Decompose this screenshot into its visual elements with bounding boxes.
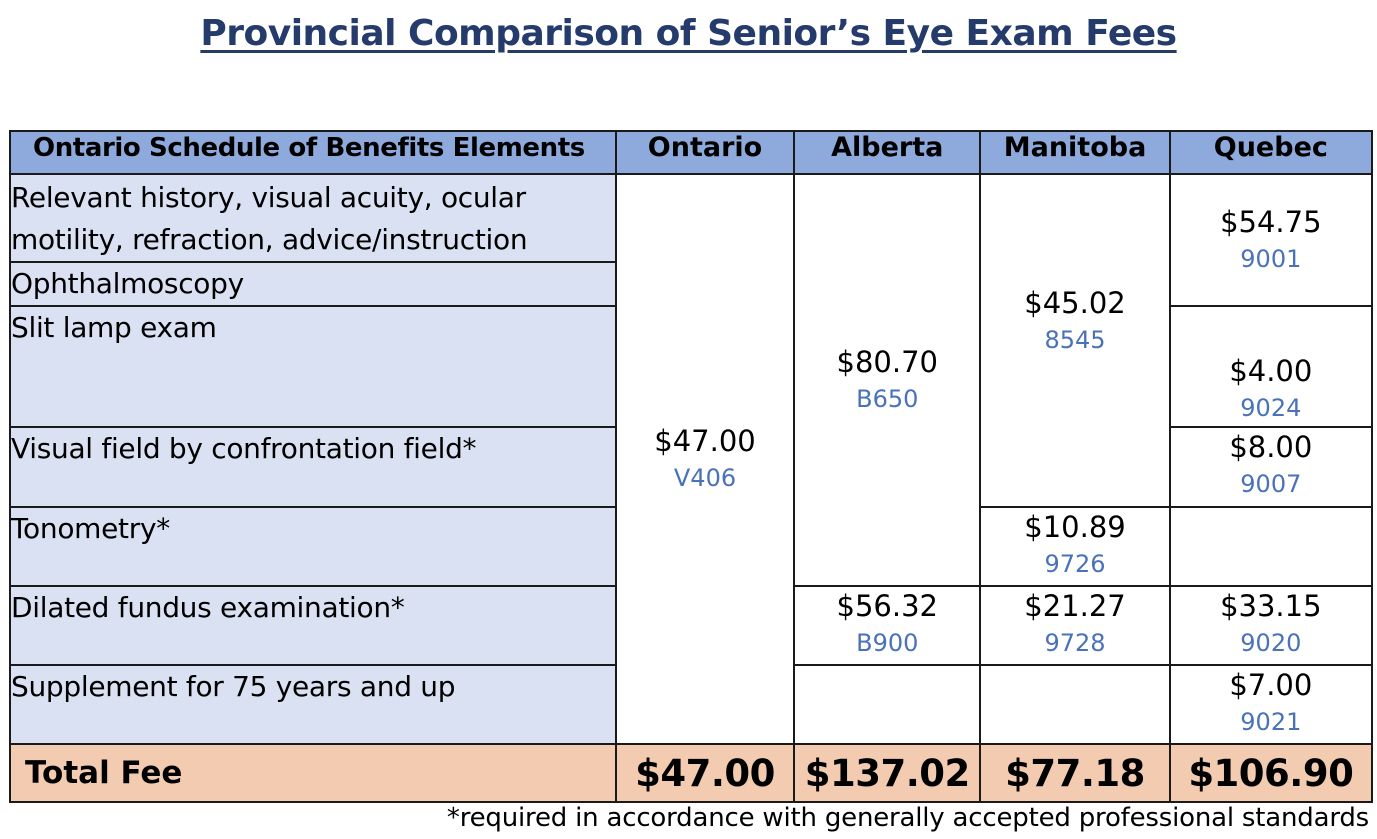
fee-amount: $56.32 [836, 589, 938, 623]
fee-amount: $7.00 [1229, 668, 1313, 702]
fee-code: 8545 [1044, 325, 1106, 354]
total-manitoba: $77.18 [980, 744, 1169, 802]
manitoba-supplement-fee-cell [980, 665, 1169, 744]
element-slit-lamp: Slit lamp exam [10, 306, 616, 427]
total-row [10, 744, 1372, 802]
fee-amount: $47.00 [654, 424, 756, 458]
fee-code: 9024 [1240, 394, 1302, 422]
element-history: Relevant history, visual acuity, ocular motility, refraction, advice/instruction [10, 174, 616, 262]
header-alberta: Alberta [794, 131, 980, 174]
total-ontario: $47.00 [616, 744, 794, 802]
page-title: Provincial Comparison of Senior’s Eye Exam Fees [200, 13, 1177, 54]
element-visual-field: Visual field by confrontation field* [10, 427, 616, 507]
fee-code: 9020 [1240, 629, 1302, 657]
fee-amount: $8.00 [1229, 430, 1313, 464]
manitoba-tonometry-fee-cell [980, 507, 1169, 586]
fee-amount: $80.70 [836, 345, 938, 379]
quebec-visual-fee-cell [1170, 427, 1372, 507]
quebec-dilated-fee-cell [1170, 586, 1372, 665]
table-header-row [10, 131, 1372, 174]
total-quebec: $106.90 [1170, 744, 1372, 802]
fee-amount: $45.02 [1024, 285, 1126, 320]
header-elements: Ontario Schedule of Benefits Elements [10, 131, 616, 174]
fee-code: 9021 [1240, 708, 1302, 736]
header-ontario: Ontario [616, 131, 794, 174]
header-quebec: Quebec [1170, 131, 1372, 174]
fee-amount: $54.75 [1220, 205, 1322, 239]
fee-code: 9001 [1240, 245, 1302, 273]
element-ophthalmoscopy: Ophthalmoscopy [10, 262, 616, 306]
quebec-slit-fee-cell [1170, 306, 1372, 427]
quebec-main-fee-cell [1170, 174, 1372, 306]
fee-code: B650 [856, 385, 919, 413]
manitoba-dilated-fee-cell [980, 586, 1169, 665]
total-alberta: $137.02 [794, 744, 980, 802]
element-tonometry: Tonometry* [10, 507, 616, 586]
footnote: *required in accordance with generally accepted professional standards [446, 803, 1369, 833]
alberta-dilated-fee-cell [794, 586, 980, 665]
total-label: Total Fee [10, 744, 616, 802]
fee-code: 9728 [1044, 629, 1106, 657]
header-manitoba: Manitoba [980, 131, 1169, 174]
table-row [10, 174, 1372, 262]
fee-comparison-table [9, 130, 1373, 803]
alberta-main-fee-cell [794, 174, 980, 586]
alberta-supplement-fee-cell [794, 665, 980, 744]
element-supplement: Supplement for 75 years and up [10, 665, 616, 744]
fee-amount: $4.00 [1229, 354, 1313, 388]
quebec-supplement-fee-cell [1170, 665, 1372, 744]
fee-amount: $21.27 [1024, 589, 1126, 623]
manitoba-main-fee-cell [980, 174, 1169, 507]
element-dilated-fundus: Dilated fundus examination* [10, 586, 616, 665]
fee-code: 9726 [1044, 550, 1106, 578]
ontario-fee-cell [616, 174, 794, 744]
fee-code: B900 [856, 629, 919, 657]
fee-amount: $10.89 [1024, 510, 1126, 544]
quebec-tonometry-fee-cell [1170, 507, 1372, 586]
fee-amount: $33.15 [1220, 589, 1322, 623]
fee-code: V406 [673, 464, 737, 492]
fee-code: 9007 [1240, 470, 1302, 498]
